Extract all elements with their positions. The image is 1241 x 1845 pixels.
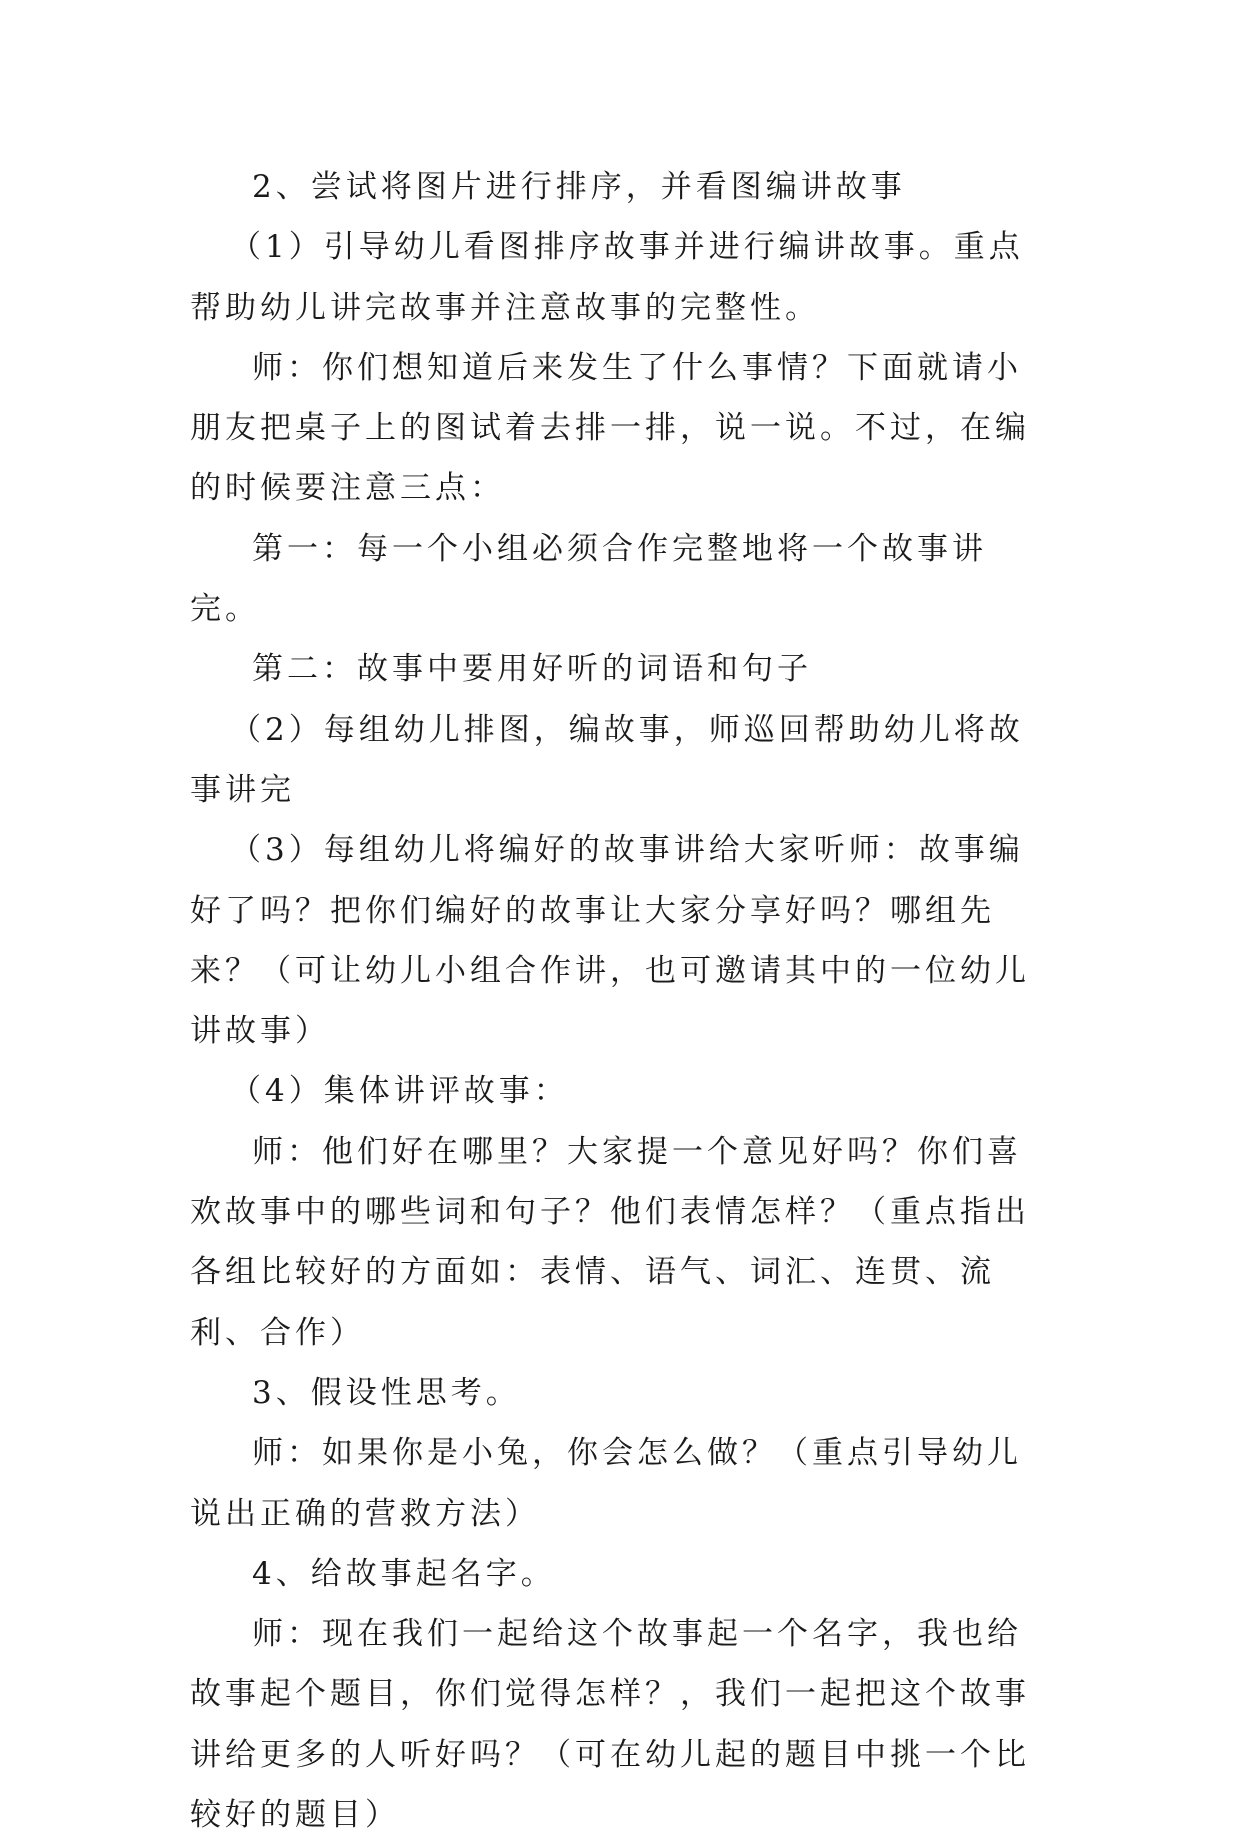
document-body	[190, 157, 1050, 1845]
paragraph-teacher-1: 师：你们想知道后来发生了什么事情？下面就请小朋友把桌子上的图试着去排一排，说一说。不过，在编的时候要注意三点：	[190, 349, 1030, 507]
paragraph-step-1: （1）引导幼儿看图排序故事并进行编讲故事。重点帮助幼儿讲完故事并注意故事的完整性。	[190, 229, 1024, 326]
paragraph-step-4: （4）集体讲评故事：	[230, 1073, 569, 1110]
paragraph-teacher-2: 师：他们好在哪里？大家提一个意见好吗？你们喜欢故事中的哪些词和句子？他们表情怎样？（重点指出各组比较好的方面如：表情、语气、词汇、连贯、流利、合作）	[190, 1133, 1030, 1351]
section-heading-3: 3、假设性思考。	[252, 1374, 521, 1411]
paragraph-step-2: （2）每组幼儿排图，编故事，师巡回帮助幼儿将故事讲完	[190, 711, 1024, 808]
paragraph-teacher-3: 师：如果你是小兔，你会怎么做？（重点引导幼儿说出正确的营救方法）	[190, 1435, 1022, 1532]
paragraph-teacher-4: 师：现在我们一起给这个故事起一个名字，我也给故事起个题目，你们觉得怎样？，我们一起把这个故事讲给更多的人听好吗？（可在幼儿起的题目中挑一个比较好的题目）	[190, 1616, 1030, 1834]
paragraph-point-1: 第一：每一个小组必须合作完整地将一个故事讲完。	[190, 530, 987, 628]
paragraph-step-3: （3）每组幼儿将编好的故事讲给大家听师：故事编好了吗？把你们编好的故事让大家分享好吗？哪组先来？（可让幼儿小组合作讲，也可邀请其中的一位幼儿讲故事）	[190, 832, 1030, 1050]
section-heading-2: 2、尝试将图片进行排序，并看图编讲故事	[252, 169, 906, 205]
section-heading-4: 4、给故事起名字。	[252, 1555, 556, 1592]
paragraph-point-2: 第二：故事中要用好听的词语和句子	[252, 651, 812, 688]
